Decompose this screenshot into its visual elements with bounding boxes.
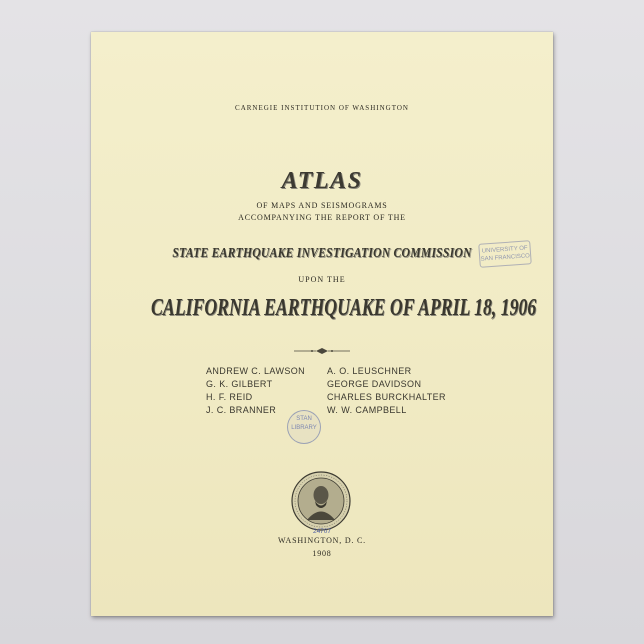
publication-year: 1908	[312, 549, 332, 558]
earthquake-title: CALIFORNIA EARTHQUAKE OF APRIL 18, 1906	[151, 295, 537, 321]
subtitle-line-1: OF MAPS AND SEISMOGRAMS	[256, 201, 388, 210]
commission-title: STATE EARTHQUAKE INVESTIGATION COMMISSION	[172, 246, 472, 261]
author-name: G. K. GILBERT	[206, 379, 273, 389]
subtitle-line-2: ACCOMPANYING THE REPORT OF THE	[238, 213, 406, 222]
poster-page	[91, 32, 553, 616]
title-ornament-icon	[292, 347, 352, 355]
authors-left-column	[206, 365, 305, 417]
author-name: ANDREW C. LAWSON	[206, 366, 306, 376]
library-stamp: UNIVERSITY OF SAN FRANCISCO	[478, 240, 532, 268]
author-name: W. W. CAMPBELL	[327, 405, 407, 415]
publication-place: WASHINGTON, D. C.	[278, 536, 366, 545]
upon-line: UPON THE	[298, 275, 346, 284]
carnegie-portrait-seal-icon	[290, 470, 352, 532]
authors-right-column	[327, 365, 446, 417]
atlas-title: ATLAS	[281, 168, 363, 194]
author-name: J. C. BRANNER	[206, 405, 277, 415]
round-library-stamp: STAN LIBRARY	[287, 410, 321, 444]
institution-line: CARNEGIE INSTITUTION OF WASHINGTON	[235, 104, 409, 112]
author-name: A. O. LEUSCHNER	[327, 366, 412, 376]
author-name: CHARLES BURCKHALTER	[327, 392, 446, 402]
author-name: H. F. REID	[206, 392, 253, 402]
seal-number-stamp: 24707	[312, 528, 332, 535]
author-name: GEORGE DAVIDSON	[327, 379, 422, 389]
